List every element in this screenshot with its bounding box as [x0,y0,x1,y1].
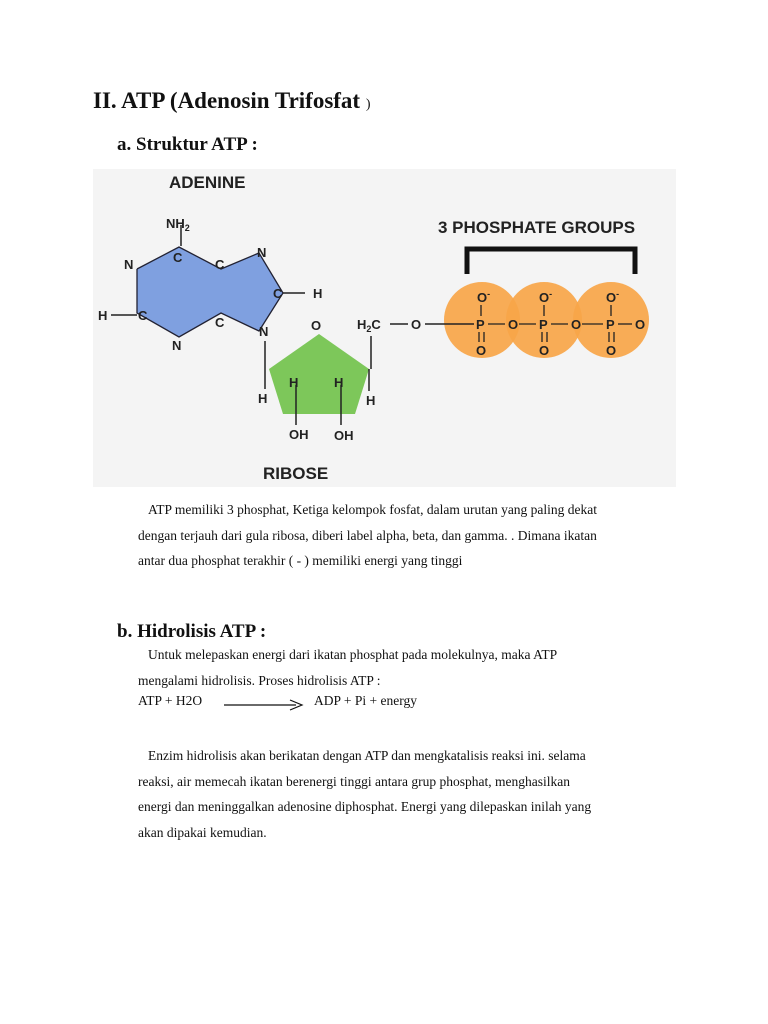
svg-text:C: C [273,286,283,301]
svg-text:O: O [311,318,322,333]
hydrolysis-equation [138,693,417,709]
svg-text:O-: O- [606,289,620,305]
svg-text:C: C [215,257,225,272]
svg-text:N: N [259,324,269,339]
hydrolysis-intro: Untuk melepaskan energi dari ikatan phosphat pada molekulnya, maka ATP mengalami hidrolisis. Proses hidrolisis ATP : [138,647,558,688]
svg-text:O-: O- [539,289,553,305]
ribose-label: RIBOSE [263,464,329,483]
svg-text:O: O [606,343,617,358]
svg-text:O: O [635,317,646,332]
svg-text:P: P [606,317,615,332]
svg-text:O-: O- [477,289,491,305]
svg-text:C: C [173,250,183,265]
svg-text:H2C: $H_2C$ [357,317,381,334]
structure-heading: a. Struktur ATP : [117,134,258,155]
svg-text:OH: OH [289,427,309,442]
svg-text:P: P [476,317,485,332]
equation-left: ATP + H2O [138,693,203,708]
hydrolysis-explanation: Enzim hidrolisis akan berikatan dengan ATP dan mengkatalisis reaksi ini. selama reaksi, air memecah ikatan berenergi tinggi antara grup phosphat, menghasilkan energi dan meninggalkan adenosine diphosphat. Energi yang dilepaskan inilah yang akan dipakai kemudian. [138,748,592,840]
svg-text:N: N [257,245,267,260]
svg-text:H: H [334,375,344,390]
adenine-label: ADENINE [169,173,246,192]
svg-text:N: N [124,257,134,272]
svg-text:H: H [289,375,299,390]
reaction-arrow-icon [224,699,304,711]
phosphate-groups-label: 3 PHOSPHATE GROUPS [438,218,636,237]
atp-structure-diagram [93,169,676,487]
svg-text:C: C [215,315,225,330]
svg-text:NH2: $NH_2$ [166,216,190,233]
svg-text:P: P [539,317,548,332]
svg-text:O: O [539,343,550,358]
svg-text:H: H [258,391,268,406]
svg-text:H: H [313,286,323,301]
svg-text:O: O [508,317,519,332]
section-title: II. ATP (Adenosin Trifosfat ) [93,88,371,113]
svg-text:N: N [172,338,182,353]
svg-text:O: O [571,317,582,332]
svg-text:H: H [366,393,376,408]
svg-text:H: H [98,308,108,323]
svg-text:O: O [411,317,422,332]
svg-text:C: C [138,308,148,323]
equation-right: ADP + Pi + energy [314,693,417,708]
svg-text:O: O [476,343,487,358]
svg-text:OH: OH [334,428,354,443]
structure-description: ATP memiliki 3 phosphat, Ketiga kelompok fosfat, dalam urutan yang paling dekat dengan terjauh dari gula ribosa, diberi label alpha, beta, dan gamma. . Dimana ikatan antar dua phosphat terakhir ( - ) memiliki energi yang tinggi [138,502,598,568]
hydrolysis-heading: b. Hidrolisis ATP : [117,621,267,642]
